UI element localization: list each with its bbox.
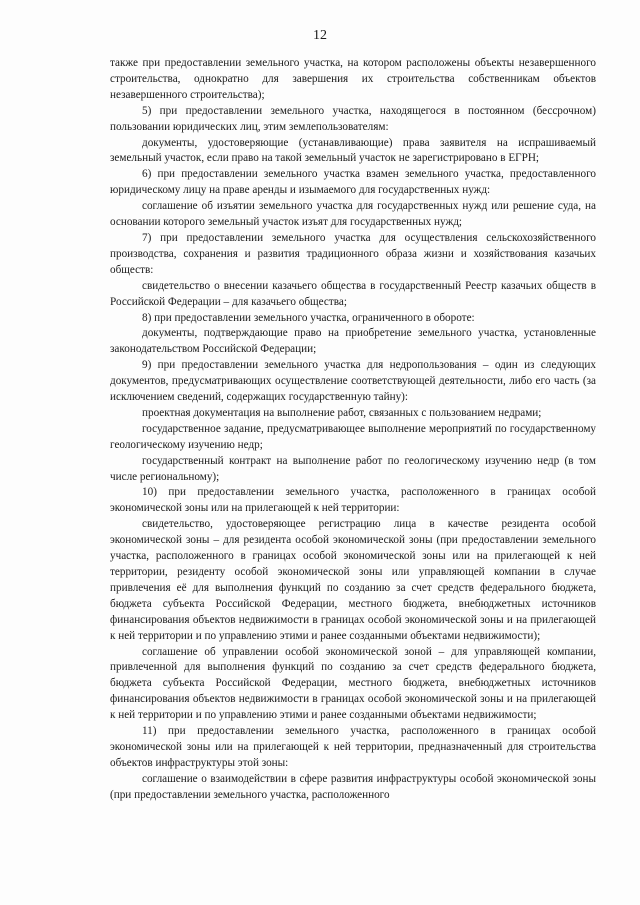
paragraph: документы, подтверждающие право на приобретение земельного участка, установленные законодательством Российской Федерации; — [110, 327, 596, 356]
paragraph: соглашение об изъятии земельного участка для государственных нужд или решение суда, на основании которого земельный участок изъят для государственных нужд; — [110, 200, 596, 229]
page-number: 12 — [313, 28, 327, 43]
paragraph: 7) при предоставлении земельного участка для осуществления сельскохозяйственного производства, сохранения и развития традиционного образа жизни и хозяйствования казачьих обществ: — [110, 231, 596, 276]
paragraph: также при предоставлении земельного участка, на котором расположены объекты незавершенного строительства, однократно для завершения их строительства собственникам объектов незавершенного строительства); — [110, 57, 596, 101]
document-body — [110, 56, 596, 804]
paragraph: 10) при предоставлении земельного участка, расположенного в границах особой экономической зоны или на прилегающей к ней территории: — [110, 486, 596, 515]
paragraph: 5) при предоставлении земельного участка, находящегося в постоянном (бессрочном) пользовании юридических лиц, этим землепользователям: — [110, 104, 596, 133]
paragraph: свидетельство о внесении казачьего общества в государственный Реестр казачьих обществ в Российской Федерации – для казачьего общества; — [110, 279, 596, 308]
paragraph: проектная документация на выполнение работ, связанных с пользованием недрами; — [142, 406, 542, 419]
paragraph: 11) при предоставлении земельного участка, расположенного в границах особой экономической зоны или на прилегающей к ней территории, предназначенный для строительства объектов инфраструктуры этой зоны: — [110, 725, 596, 769]
paragraph: 8) при предоставлении земельного участка, ограниченного в обороте: — [142, 311, 475, 324]
paragraph: 6) при предоставлении земельного участка взамен земельного участка, предоставленного юридическому лицу на праве аренды и изымаемого для государственных нужд: — [110, 168, 596, 197]
paragraph: государственный контракт на выполнение работ по геологическому изучению недр (в том числе региональному); — [110, 454, 596, 483]
paragraph: соглашение об управлении особой экономической зоной – для управляющей компании, привлеченной для выполнения функций по созданию за счет средств федерального бюджета, бюджета субъекта Российской Федерации, местного бюджета, внебюджетных источников финансирования объектов недвижимости в границах особой экономической зоны и на прилегающей к ней территории и по управлению этими и ранее созданными объектами недвижимости; — [110, 645, 596, 722]
paragraph: соглашение о взаимодействии в сфере развития инфраструктуры особой экономической зоны (при предоставлении земельного участка, расположенного — [110, 772, 596, 801]
paragraph: государственное задание, предусматривающее выполнение мероприятий по государственному геологическому изучению недр; — [110, 422, 596, 451]
paragraph: 9) при предоставлении земельного участка для недропользования – один из следующих документов, предусматривающих осуществление соответствующей деятельности, либо его часть (за исключением сведений, содержащих государственную тайну): — [110, 359, 596, 404]
paragraph: документы, удостоверяющие (устанавливающие) права заявителя на испрашиваемый земельный участок, если право на такой земельный участок не зарегистрировано в ЕГРН; — [110, 136, 596, 165]
paragraph: свидетельство, удостоверяющее регистрацию лица в качестве резидента особой экономической зоны – для резидента особой экономической зоны (при предоставлении земельного участка, расположенного в границах особой экономической зоны или на прилегающей к ней территории, резиденту особой экономической зоны или управляющей компании в случае привлечения её для выполнения функций по созданию за счет средств федерального бюджета, бюджета субъекта Российской Федерации, местного бюджета, внебюджетных источников финансирования объектов недвижимости в границах особой экономической зоны и на прилегающей к ней территории и по управлению этими и ранее созданными объектами недвижимости); — [110, 518, 596, 642]
